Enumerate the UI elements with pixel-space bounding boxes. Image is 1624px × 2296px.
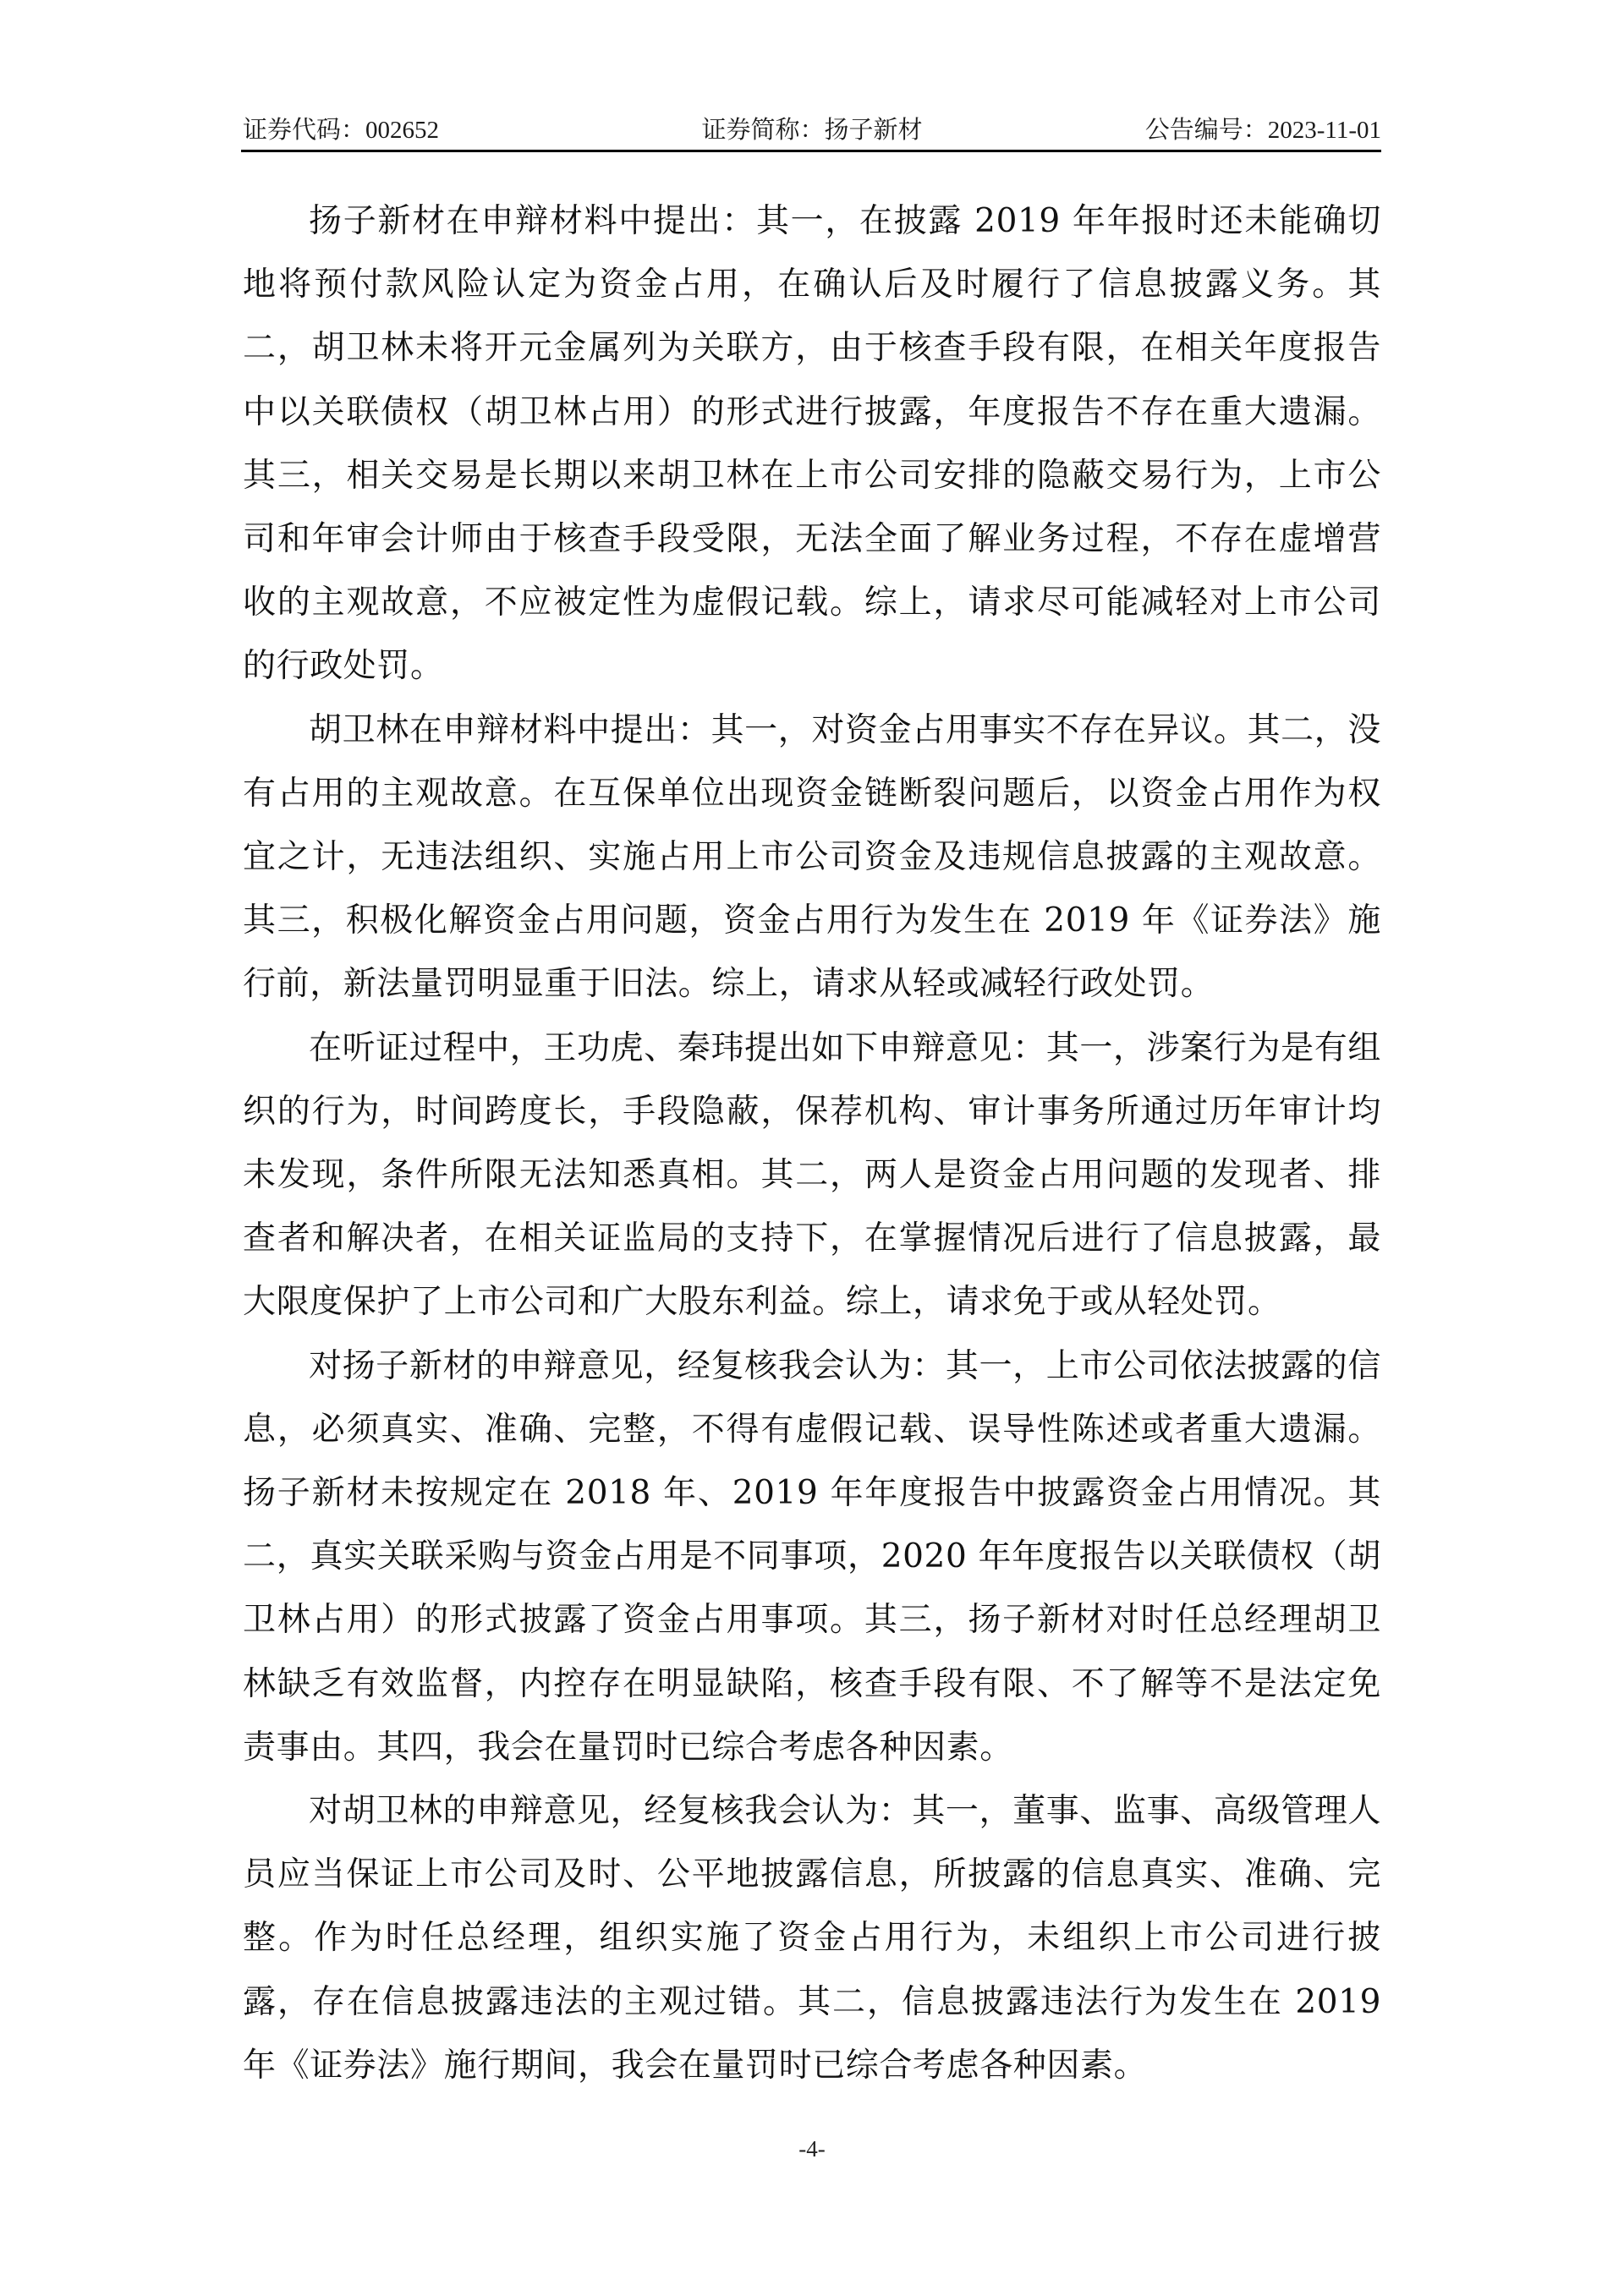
page-header (243, 113, 1381, 151)
header-divider (241, 150, 1381, 152)
document-body (243, 189, 1381, 2097)
page-number: -4- (798, 2136, 826, 2162)
paragraph-hearing-defense: 在听证过程中，王功虎、秦玮提出如下申辩意见：其一，涉案行为是有组织的行为，时间跨度长，手段隐蔽，保荐机构、审计事务所通过历年审计均未发现，条件所限无法知悉真相。其二，两人是资金占用问题的发现者、排查者和解决者，在相关证监局的支持下，在掌握情况后进行了信息披露，最大限度保护了上市公司和广大股东利益。综上，请求免于或从轻处罚。 (243, 1028, 1381, 1322)
paragraph-review-huweilin: 对胡卫林的申辩意见，经复核我会认为：其一，董事、监事、高级管理人员应当保证上市公司及时、公平地披露信息，所披露的信息真实、准确、完整。作为时任总经理，组织实施了资金占用行为，未组织上市公司进行披露，存在信息披露违法的主观过错。其二，信息披露违法行为发生在 2019 年《证券法》施行期间，我会在量罚时已综合考虑各种因素。 (243, 1792, 1381, 2085)
announcement-number: 公告编号：2023-11-01 (1144, 117, 1381, 144)
paragraph-company-defense: 扬子新材在申辩材料中提出：其一，在披露 2019 年年报时还未能确切地将预付款风险认定为资金占用，在确认后及时履行了信息披露义务。其二，胡卫林未将开元金属列为关联方，由于核查手段有限，在相关年度报告中以关联债权（胡卫林占用）的形式进行披露，年度报告不存在重大遗漏。其三，相关交易是长期以来胡卫林在上市公司安排的隐蔽交易行为，上市公司和年审会计师由于核查手段受限，无法全面了解业务过程，不存在虚增营收的主观故意，不应被定性为虚假记载。综上，请求尽可能减轻对上市公司的行政处罚。 (243, 202, 1381, 686)
paragraph-huweilin-defense: 胡卫林在申辩材料中提出：其一，对资金占用事实不存在异议。其二，没有占用的主观故意。在互保单位出现资金链断裂问题后，以资金占用作为权宜之计，无违法组织、实施占用上市公司资金及违规信息披露的主观故意。其三，积极化解资金占用问题，资金占用行为发生在 2019 年《证券法》施行前，新法量罚明显重于旧法。综上，请求从轻或减轻行政处罚。 (243, 710, 1381, 1004)
paragraph-review-company: 对扬子新材的申辩意见，经复核我会认为：其一，上市公司依法披露的信息，必须真实、准确、完整，不得有虚假记载、误导性陈述或者重大遗漏。扬子新材未按规定在 2018 年、2019 年年度报告中披露资金占用情况。其二，真实关联采购与资金占用是不同事项，2020 年年度报告以关联债权（胡卫林占用）的形式披露了资金占用事项。其三，扬子新材对时任总经理胡卫林缺乏有效监督，内控存在明显缺陷，核查手段有限、不了解等不是法定免责事由。其四，我会在量罚时已综合考虑各种因素。 (243, 1346, 1381, 1767)
security-short-name: 证券简称：扬子新材 (701, 117, 923, 144)
security-code: 证券代码：002652 (243, 117, 440, 144)
